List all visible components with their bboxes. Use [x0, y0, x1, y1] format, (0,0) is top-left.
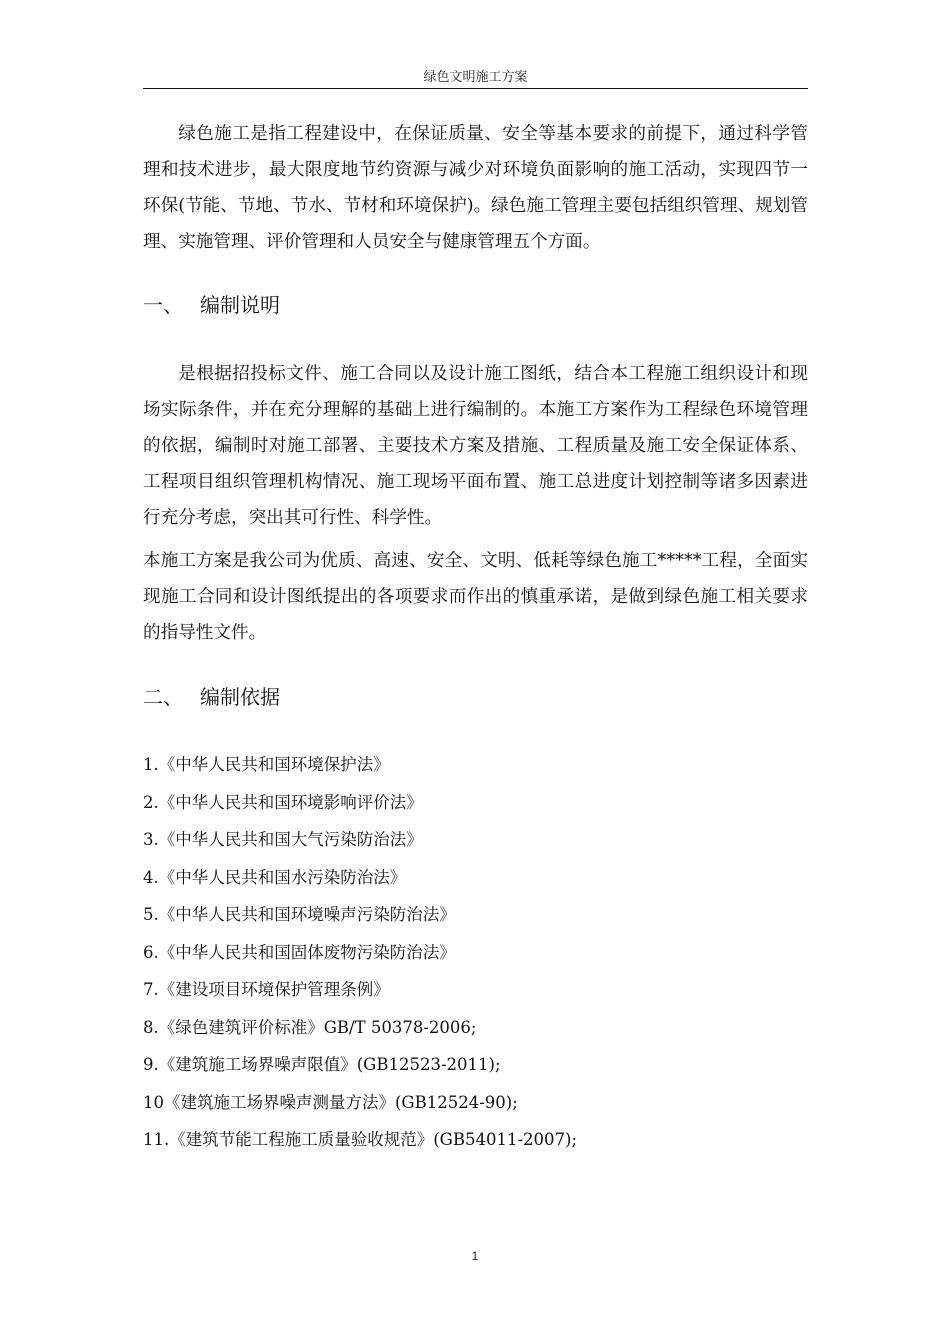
section-number-1: 一、 [143, 293, 183, 317]
page-header: 绿色文明施工方案 [423, 70, 528, 85]
compilation-paragraph-2: 本施工方案是我公司为优质、高速、安全、文明、低耗等绿色施工*****工程，全面实现施工合同和设计图纸提出的各项要求而作出的慎重承诺，是做到绿色施工相关要求的指导性文件。 [143, 551, 808, 643]
section-title-2: 编制依据 [200, 685, 280, 709]
reference-item: 7.《建设项目环境保护管理条例》 [143, 980, 390, 999]
compilation-paragraph-1: 是根据招投标文件、施工合同以及设计施工图纸，结合本工程施工组织设计和现场实际条件，并在充分理解的基础上进行编制的。本施工方案作为工程绿色环境管理的依据，编制时对施工部署、主要技术方案及措施、工程质量及施工安全保证体系、工程项目组织管理机构情况、施工现场平面布置、施工总进度计划控制等诸多因素进行充分考虑，突出其可行性、科学性。 [143, 364, 808, 528]
reference-item: 4.《中华人民共和国水污染防治法》 [143, 867, 407, 887]
section-heading-1 [143, 291, 280, 319]
section-number-2: 二、 [143, 685, 183, 709]
reference-item: 5.《中华人民共和国环境噪声污染防治法》 [143, 905, 456, 924]
reference-item: 11.《建筑节能工程施工质量验收规范》(GB54011-2007); [143, 1130, 578, 1149]
reference-item: 8.《绿色建筑评价标准》GB/T 50378-2006; [143, 1017, 477, 1037]
section-heading-2 [143, 683, 280, 711]
reference-item: 10《建筑施工场界噪声测量方法》(GB12524-90); [143, 1092, 518, 1112]
section-title-1: 编制说明 [200, 293, 280, 317]
reference-item: 1.《中华人民共和国环境保护法》 [143, 755, 390, 774]
page-number: 1 [471, 1249, 479, 1263]
reference-list [143, 746, 808, 1159]
header-rule [143, 88, 808, 89]
reference-item: 9.《建筑施工场界噪声限值》(GB12523-2011); [143, 1055, 501, 1074]
reference-item: 6.《中华人民共和国固体废物污染防治法》 [143, 942, 456, 962]
reference-item: 3.《中华人民共和国大气污染防治法》 [143, 830, 423, 849]
reference-item: 2.《中华人民共和国环境影响评价法》 [143, 792, 423, 812]
intro-paragraph: 绿色施工是指工程建设中，在保证质量、安全等基本要求的前提下，通过科学管理和技术进步，最大限度地节约资源与减少对环境负面影响的施工活动，实现四节一环保(节能、节地、节水、节材和环境保护)。绿色施工管理主要包括组织管理、规划管理、实施管理、评价管理和人员安全与健康管理五个方面。 [143, 124, 808, 252]
